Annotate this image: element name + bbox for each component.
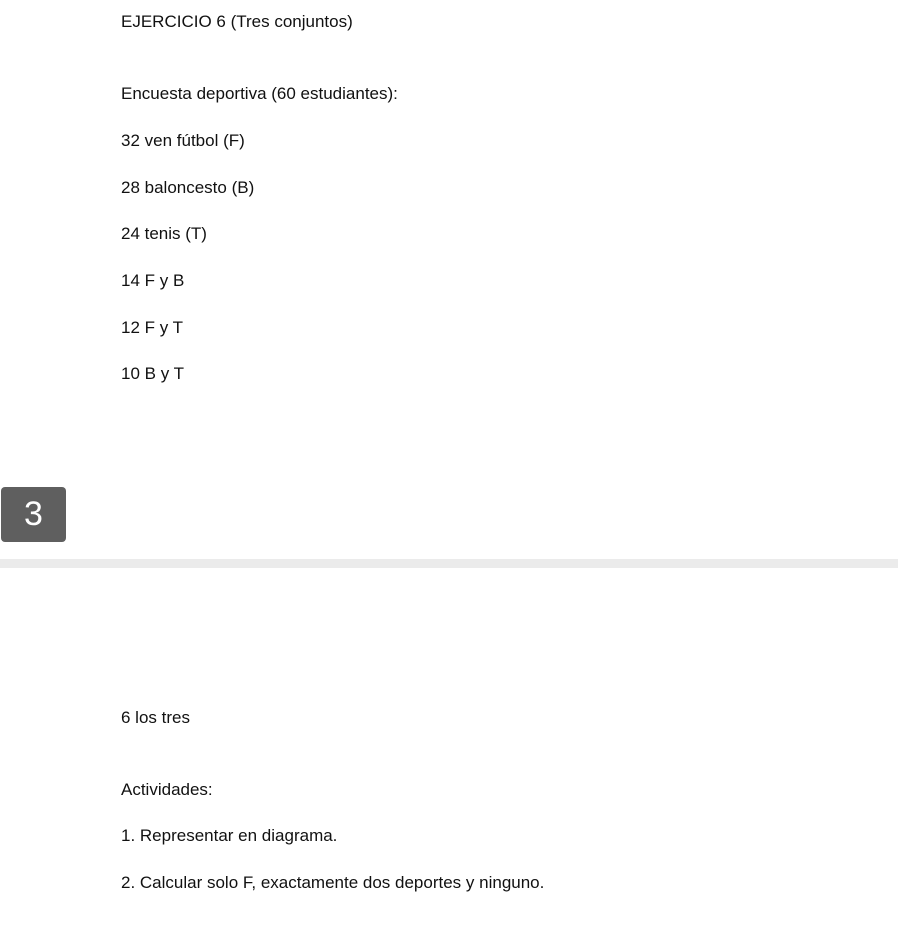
page-separator xyxy=(0,559,898,568)
data-line-b-and-t: 10 B y T xyxy=(121,364,184,383)
page-number-badge[interactable] xyxy=(1,487,66,542)
data-line-all-three: 6 los tres xyxy=(121,708,190,727)
data-line-f-and-t: 12 F y T xyxy=(121,318,184,337)
data-line-basketball: 28 baloncesto (B) xyxy=(121,178,255,197)
data-line-f-and-b: 14 F y B xyxy=(121,271,185,290)
page-number-label: 3 xyxy=(24,495,43,533)
activities-heading: Actividades: xyxy=(121,780,213,799)
survey-intro: Encuesta deportiva (60 estudiantes): xyxy=(121,84,398,103)
exercise-title: EJERCICIO 6 (Tres conjuntos) xyxy=(121,12,353,31)
data-line-football: 32 ven fútbol (F) xyxy=(121,131,245,150)
activity-item-2: 2. Calcular solo F, exactamente dos deportes y ninguno. xyxy=(121,873,545,892)
activity-item-1: 1. Representar en diagrama. xyxy=(121,826,338,845)
data-line-tennis: 24 tenis (T) xyxy=(121,224,207,243)
